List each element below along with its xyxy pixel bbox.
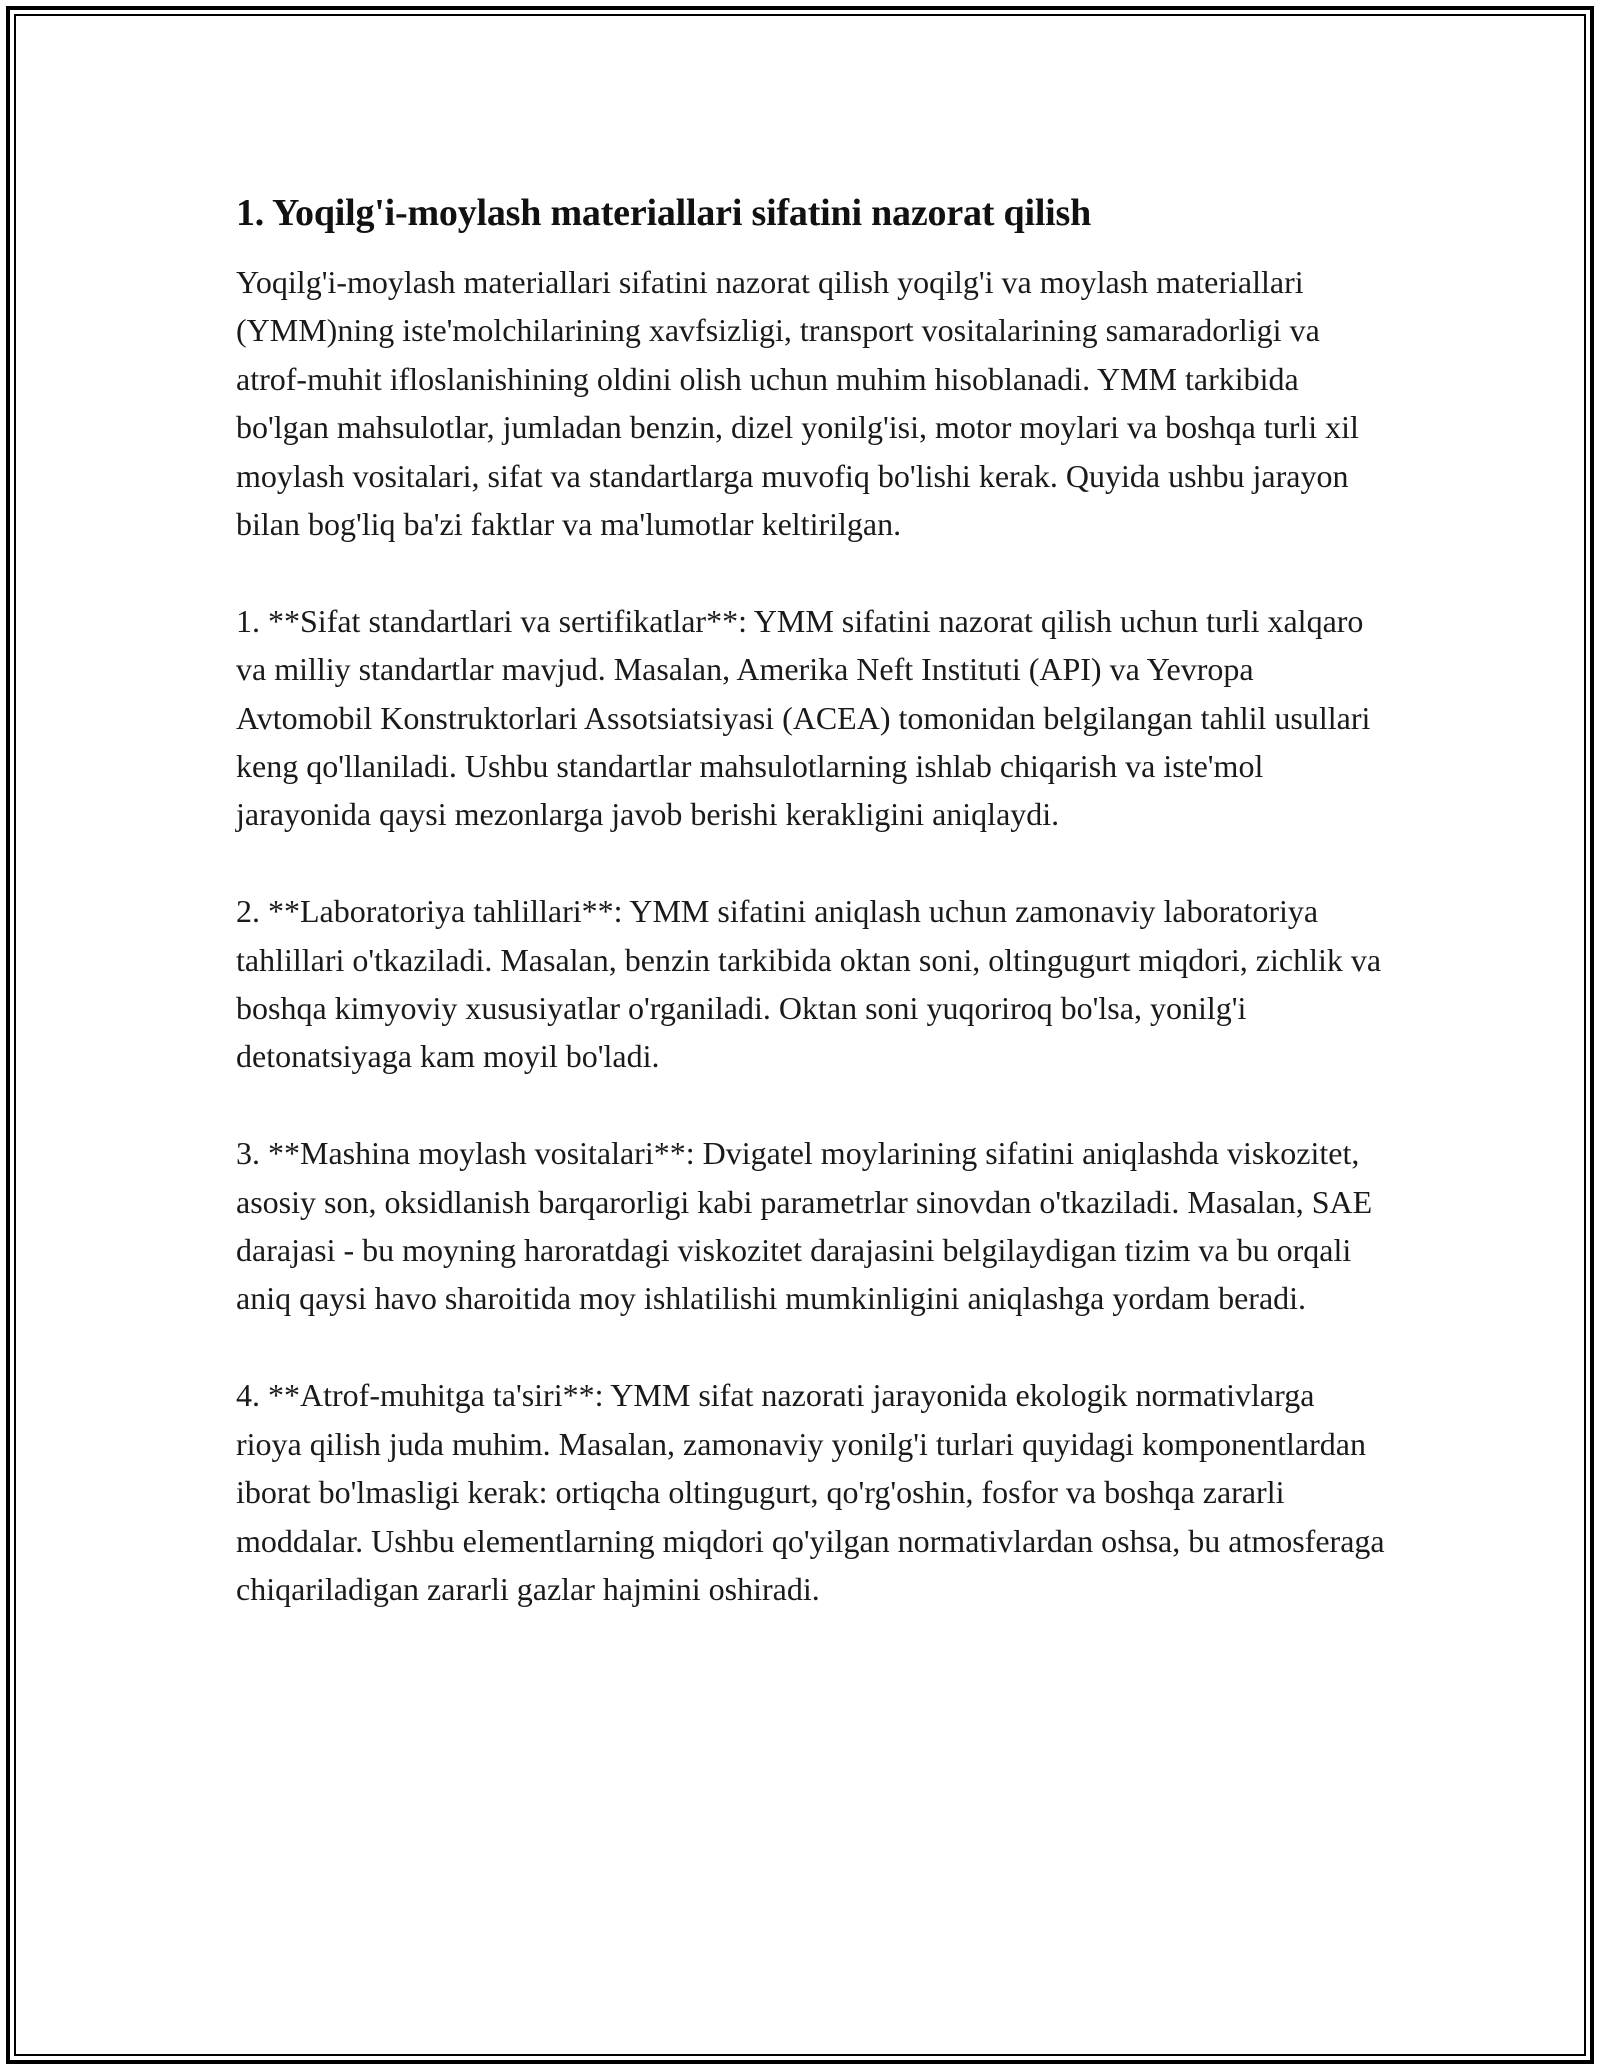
page-title: 1. Yoqilg'i-moylash materiallari sifatini nazorat qilish [236, 192, 1092, 234]
list-item-quality-standards: 1. **Sifat standartlari va sertifikatlar**: YMM sifatini nazorat qilish uchun turli xalqaro va milliy standartlar mavjud. Masalan, Amerika Neft Instituti (API) va Yevropa Avtomobil Konstruktorlari Assotsiatsiyasi (ACEA) tomonidan belgilangan tahlil usullari keng qo'llaniladi. Ushbu standartlar mahsulotlarning ishlab chiqarish va iste'mol jarayonida qaysi mezonlarga javob berishi kerakligini aniqlaydi. [236, 602, 1371, 833]
list-item-laboratory-analyses: 2. **Laboratoriya tahlillari**: YMM sifatini aniqlash uchun zamonaviy laboratoriya tahlillari o'tkaziladi. Masalan, benzin tarkibida oktan soni, oltingugurt miqdori, zichlik va boshqa kimyoviy xususiyatlar o'rganiladi. Oktan soni yuqoriroq bo'lsa, yonilg'i detonatsiyaga kam moyil bo'ladi. [236, 893, 1382, 1075]
intro-paragraph: Yoqilg'i-moylash materiallari sifatini nazorat qilish yoqilg'i va moylash materiallari (YMM)ning iste'molchilarining xavfsizligi, transport vositalarining samaradorligi va atrof-muhit ifloslanishining oldini olish uchun muhim hisoblanadi. YMM tarkibida bo'lgan mahsulotlar, jumladan benzin, dizel yonilg'isi, motor moylari va boshqa turli xil moylash vositalari, sifat va standartlarga muvofiq bo'lishi kerak. Quyida ushbu jarayon bilan bog'liq ba'zi faktlar va ma'lumotlar keltirilgan. [236, 264, 1359, 543]
list-item-environmental-impact: 4. **Atrof-muhitga ta'siri**: YMM sifat nazorati jarayonida ekologik normativlarga rioya qilish juda muhim. Masalan, zamonaviy yonilg'i turlari quyidagi komponentlardan iborat bo'lmasligi kerak: ortiqcha oltingugurt, qo'rg'oshin, fosfor va boshqa zararli moddalar. Ushbu elementlarning miqdori qo'yilgan normativlardan oshsa, bu atmosferaga chiqariladigan zararli gazlar hajmini oshiradi. [236, 1377, 1385, 1607]
document-body [236, 186, 1386, 1613]
list-item-lubricants: 3. **Mashina moylash vositalari**: Dvigatel moylarining sifatini aniqlashda viskozitet, asosiy son, oksidlanish barqarorligi kabi parametrlar sinovdan o'tkaziladi. Masalan, SAE darajasi - bu moyning haroratdagi viskozitet darajasini belgilaydigan tizim va bu orqali aniq qaysi havo sharoitida moy ishlatilishi mumkinligini aniqlashga yordam beradi. [236, 1135, 1373, 1317]
